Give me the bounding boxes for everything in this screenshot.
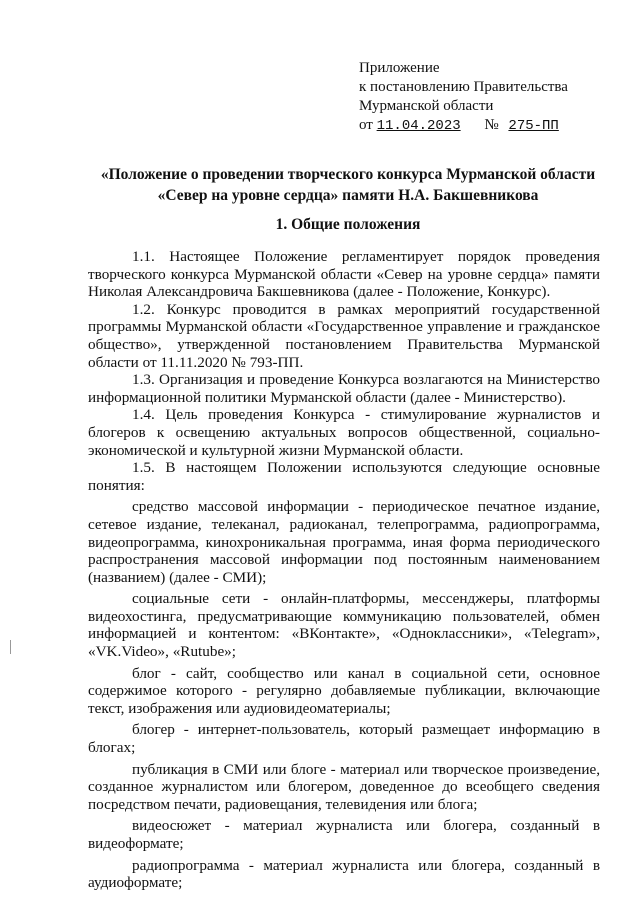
annex-date: 11.04.2023 (376, 118, 461, 134)
paragraph-1-2: 1.2. Конкурс проводится в рамках мероприятий государственной программы Мурманской области «Государственное управление и гражданское общество», утвержденной постановлением Правительства Мурманской области от 11.11.2020 № 793-ПП. (88, 300, 600, 371)
definition-radio-program: радиопрограмма - материал журналиста или блогера, созданный в аудиоформате; (88, 856, 600, 892)
annex-date-number-line (359, 116, 619, 136)
date-prefix: от (359, 117, 373, 133)
paragraph-1-4: 1.4. Цель проведения Конкурса - стимулирование журналистов и блогеров к освещению актуальных вопросов общественной, социально-экономической и культурной жизни Мурманской области. (88, 406, 600, 459)
annex-line-3: Мурманской области (359, 98, 494, 114)
number-label: № (484, 117, 499, 133)
paragraph-1-5: 1.5. В настоящем Положении используются следующие основные понятия: (88, 459, 600, 494)
definition-blog: блог - сайт, сообщество или канал в социальной сети, основное содержимое которого - регулярно добавляемые публикации, включающие текст, изображения или аудиовидеоматериалы; (88, 664, 600, 717)
definition-mass-media: средство массовой информации - периодическое печатное издание, сетевое издание, телеканал, радиоканал, телепрограмма, радиопрограмма, видеопрограмма, кинохроникальная программа, иная форма периодического распространения массовой информации под постоянным наименованием (названием) (далее - СМИ); (88, 498, 600, 586)
definition-blogger: блогер - интернет-пользователь, который размещает информацию в блогах; (88, 721, 600, 757)
section-heading: 1. Общие положения (275, 216, 421, 233)
annex-number: 275-ПП (508, 118, 559, 134)
title-line-2: «Север на уровне сердца» памяти Н.А. Бакшевникова (157, 187, 539, 204)
paragraph-1-1: 1.1. Настоящее Положение регламентирует порядок проведения творческого конкурса Мурманской области «Север на уровне сердца» памяти Николая Александровича Бакшевникова (далее - Положение, Конкурс). (88, 248, 600, 301)
definition-video-story: видеосюжет - материал журналиста или блогера, созданный в видеоформате; (88, 817, 600, 852)
paragraph-1-3: 1.3. Организация и проведение Конкурса возлагаются на Министерство информационной политики Мурманской области (далее - Министерство). (88, 371, 600, 406)
title-line-1: «Положение о проведении творческого конкурса Мурманской области (100, 166, 596, 183)
definition-publication: публикация в СМИ или блоге - материал или творческое произведение, созданное журналистом или блогером, доведенное до всеобщего сведения посредством печати, радиовещания, телевидения или блога; (88, 760, 600, 813)
document-title (88, 164, 608, 206)
annex-line-2: к постановлению Правительства (359, 79, 568, 95)
definition-social-networks: социальные сети - онлайн-платформы, мессенджеры, платформы видеохостинга, предусматривающие коммуникацию пользователей, обмен информацией и контентом: «ВКонтакте», «Одноклассники», «Telegram», «VK.Video», «Rutube»; (88, 590, 600, 661)
annex-line-1: Приложение (359, 60, 440, 76)
annex-header (359, 59, 619, 136)
scan-margin-mark (10, 640, 11, 654)
document-body (88, 248, 600, 892)
